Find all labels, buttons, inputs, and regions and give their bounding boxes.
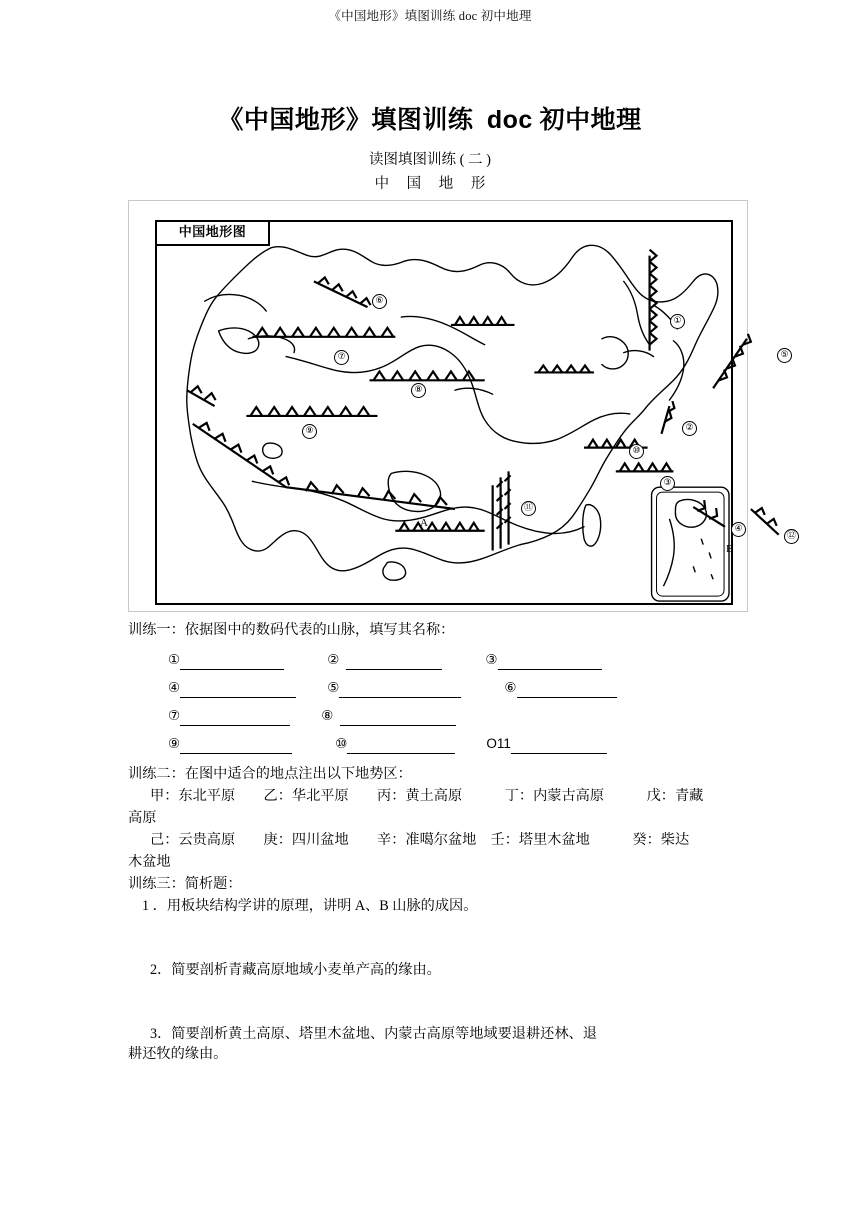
blank-line[interactable] — [340, 711, 456, 726]
map-marker: ⑩ — [629, 444, 644, 459]
map-marker: ② — [682, 421, 697, 436]
exercise1-blanks-row-1 — [128, 642, 753, 670]
blank-item — [168, 678, 296, 698]
page-title-part2: 初中地理 — [539, 107, 642, 134]
map-figure-container — [128, 200, 796, 612]
blank-line[interactable] — [180, 739, 292, 754]
map-marker: ⑦ — [334, 350, 349, 365]
blank-item — [335, 734, 455, 754]
blank-line[interactable] — [180, 683, 296, 698]
blank-label: ⑦ — [168, 708, 181, 724]
blank-label: ⑩ — [335, 736, 348, 752]
exercise2-heading: 训练二：在图中适合的地点注出以下地势区： — [128, 766, 412, 782]
blank-label: ⑧ — [321, 708, 334, 724]
exercise3-question-1: 1 ．用板块结构学讲的原理，讲明 A、B 山脉的成因。 — [142, 898, 478, 914]
map-legend-title: 中国地形图 — [157, 222, 270, 246]
exercise1-blanks-row-4 — [128, 726, 753, 754]
china-topography-map — [155, 220, 796, 605]
subtitle: 读图填图训练 ( 二 ) — [368, 152, 492, 168]
blank-line[interactable] — [511, 739, 607, 754]
blank-item — [321, 706, 456, 726]
blank-label: ① — [168, 652, 181, 668]
blank-label: O11 — [486, 736, 511, 751]
blank-line[interactable] — [180, 655, 284, 670]
exercise2-line-2: 己：云贵高原 庚：四川盆地 辛：准噶尔盆地 壬：塔里木盆地 癸：柴达 — [150, 832, 690, 848]
map-marker: ⑧ — [411, 383, 426, 398]
blank-label: ⑥ — [504, 680, 517, 696]
blank-item — [504, 678, 616, 698]
exercise3-question-3: 3．简要剖析黄土高原、塔里木盆地、内蒙古高原等地域要退耕还林、退 — [150, 1026, 597, 1042]
blank-item — [168, 650, 284, 670]
blank-line[interactable] — [180, 711, 290, 726]
map-letter-label-a: A — [420, 517, 428, 529]
blank-label: ② — [327, 652, 340, 668]
page-title-part1: 《中国地形》填图训练 — [218, 107, 474, 134]
blank-line[interactable] — [339, 683, 461, 698]
blank-item — [485, 650, 601, 670]
blank-label: ⑨ — [168, 736, 181, 752]
blank-line[interactable] — [498, 655, 602, 670]
exercise3-question-3-wrap: 耕还牧的缘由。 — [128, 1046, 228, 1062]
map-linework — [157, 222, 734, 603]
page-title — [0, 100, 860, 136]
exercise2-line-1-wrap: 高原 — [128, 810, 157, 826]
map-marker: ⑨ — [302, 424, 317, 439]
exercise2-line-1: 甲：东北平原 乙：华北平原 丙：黄土高原 丁：内蒙古高原 戊：青藏 — [150, 788, 704, 804]
map-marker: ⑥ — [372, 294, 387, 309]
map-letter-label-b: B — [726, 543, 734, 555]
page-title-doc: doc — [486, 106, 533, 134]
blank-item — [168, 734, 292, 754]
exercise3-heading: 训练三：简析题： — [128, 876, 242, 892]
subtitle-secondary: 中 国 地 形 — [374, 176, 493, 192]
map-marker: ① — [670, 314, 685, 329]
blank-label: ⑤ — [327, 680, 340, 696]
blank-item — [327, 678, 461, 698]
blank-item — [327, 650, 442, 670]
exercise3-question-2: 2．简要剖析青藏高原地域小麦单产高的缘由。 — [150, 962, 441, 978]
map-marker: ⑪ — [521, 501, 536, 516]
exercise1-blanks-row-2 — [128, 670, 753, 698]
blank-item — [486, 734, 607, 754]
map-marker: ④ — [731, 522, 746, 537]
exercise1-blanks-row-3 — [128, 698, 753, 726]
blank-item — [168, 706, 290, 726]
map-marker: ③ — [660, 476, 675, 491]
blank-line[interactable] — [347, 739, 455, 754]
blank-line[interactable] — [517, 683, 617, 698]
exercise1-heading: 训练一：依据图中的数码代表的山脉，填写其名称： — [128, 622, 455, 638]
blank-label: ③ — [485, 652, 498, 668]
map-marker: ⑤ — [777, 348, 792, 363]
map-marker: ⑫ — [784, 529, 799, 544]
exercise2-line-2-wrap: 木盆地 — [128, 854, 171, 870]
exercise-body — [128, 620, 753, 1064]
blank-line[interactable] — [346, 655, 442, 670]
running-header: 《中国地形》填图训练 doc 初中地理 — [328, 9, 532, 23]
blank-label: ④ — [168, 680, 181, 696]
